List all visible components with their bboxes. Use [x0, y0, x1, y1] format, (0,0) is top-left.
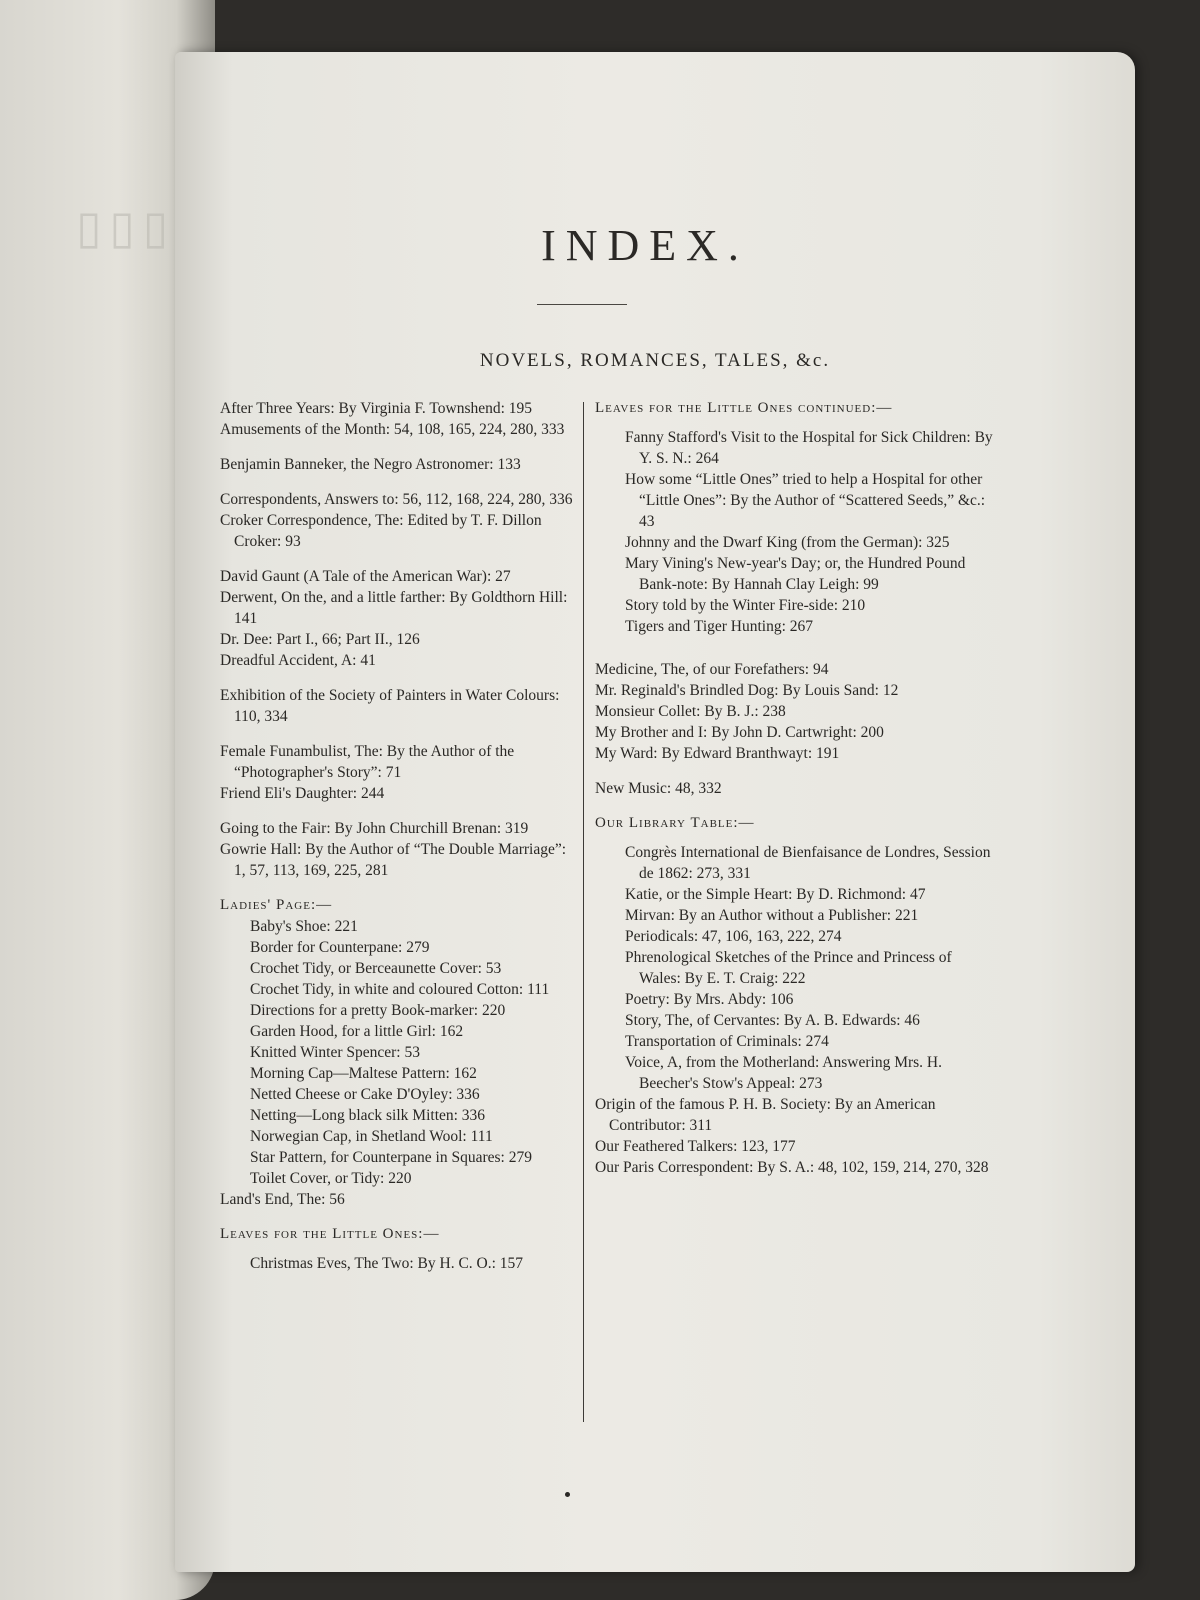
- index-column-right: [595, 398, 995, 1178]
- spacer: [220, 1245, 580, 1253]
- index-entry: Derwent, On the, and a little farther: By Goldthorn Hill: 141: [220, 589, 568, 627]
- index-entry: Netting—Long black silk Mitten: 336: [250, 1107, 486, 1124]
- spacer: [220, 440, 580, 454]
- index-entry: Voice, A, from the Motherland: Answering Mrs. H. Beecher's Stow's Appeal: 273: [625, 1054, 942, 1092]
- index-entry: Female Funambulist, The: By the Author of the “Photographer's Story”: 71: [220, 743, 515, 781]
- index-entry: Our Feathered Talkers: 123, 177: [595, 1138, 796, 1155]
- index-entry: Norwegian Cap, in Shetland Wool: 111: [250, 1128, 493, 1145]
- spacer: [220, 881, 580, 895]
- spacer: [220, 804, 580, 818]
- index-entry: Mary Vining's New-year's Day; or, the Hundred Pound Bank-note: By Hannah Clay Leigh: 99: [625, 555, 966, 593]
- index-entry: Land's End, The: 56: [220, 1191, 345, 1208]
- index-entry: My Brother and I: By John D. Cartwright: 200: [595, 724, 884, 741]
- index-entry: New Music: 48, 332: [595, 780, 722, 797]
- index-entry: My Ward: By Edward Branthwayt: 191: [595, 745, 840, 762]
- index-entry: Periodicals: 47, 106, 163, 222, 274: [625, 928, 842, 945]
- index-entry: Transportation of Criminals: 274: [625, 1033, 829, 1050]
- spacer: [220, 1210, 580, 1224]
- index-entry: Story, The, of Cervantes: By A. B. Edwards: 46: [625, 1012, 920, 1029]
- spacer: [595, 799, 995, 813]
- spacer: [595, 637, 995, 659]
- index-entry: Poetry: By Mrs. Abdy: 106: [625, 991, 794, 1008]
- index-entry: Baby's Shoe: 221: [250, 918, 358, 935]
- index-entry: David Gaunt (A Tale of the American War): 27: [220, 568, 511, 585]
- index-entry: How some “Little Ones” tried to help a Hospital for other “Little Ones”: By the Author of “Scattered Seeds,” &c.: 43: [625, 471, 986, 530]
- index-heading: Ladies' Page:—: [220, 897, 333, 913]
- index-entry: Correspondents, Answers to: 56, 112, 168, 224, 280, 336: [220, 491, 573, 508]
- index-column-left: [220, 398, 580, 1274]
- index-entry: Benjamin Banneker, the Negro Astronomer: 133: [220, 456, 521, 473]
- index-entry: Star Pattern, for Counterpane in Squares: 279: [250, 1149, 532, 1166]
- index-heading: Our Library Table:—: [595, 815, 755, 831]
- title-rule: [537, 304, 627, 305]
- spacer: [220, 727, 580, 741]
- index-entry: Our Paris Correspondent: By S. A.: 48, 102, 159, 214, 270, 328: [595, 1159, 989, 1176]
- index-entry: Christmas Eves, The Two: By H. C. O.: 157: [250, 1255, 524, 1272]
- index-entry: Monsieur Collet: By B. J.: 238: [595, 703, 786, 720]
- page-dot-mark: [565, 1492, 570, 1497]
- index-entry: Gowrie Hall: By the Author of “The Double Marriage”: 1, 57, 113, 169, 225, 281: [220, 841, 567, 879]
- index-entry: Medicine, The, of our Forefathers: 94: [595, 661, 829, 678]
- spacer: [595, 764, 995, 778]
- index-entry: Going to the Fair: By John Churchill Brenan: 319: [220, 820, 529, 837]
- index-entry: After Three Years: By Virginia F. Townshend: 195: [220, 400, 533, 417]
- index-entry: Amusements of the Month: 54, 108, 165, 224, 280, 333: [220, 421, 565, 438]
- index-entry: Tigers and Tiger Hunting: 267: [625, 618, 814, 635]
- spacer: [595, 419, 995, 427]
- index-heading: Leaves for the Little Ones:—: [220, 1226, 440, 1242]
- index-entry: Exhibition of the Society of Painters in Water Colours: 110, 334: [220, 687, 560, 725]
- index-entry: Phrenological Sketches of the Prince and Princess of Wales: By E. T. Craig: 222: [625, 949, 952, 987]
- index-entry: Dreadful Accident, A: 41: [220, 652, 376, 669]
- index-entry: Dr. Dee: Part I., 66; Part II., 126: [220, 631, 420, 648]
- index-entry: Origin of the famous P. H. B. Society: By an American Contributor: 311: [595, 1096, 936, 1134]
- index-entry: Congrès International de Bienfaisance de Londres, Session de 1862: 273, 331: [625, 844, 991, 882]
- index-entry: Morning Cap—Maltese Pattern: 162: [250, 1065, 477, 1082]
- index-entry: Fanny Stafford's Visit to the Hospital for Sick Children: By Y. S. N.: 264: [625, 429, 993, 467]
- index-entry: Border for Counterpane: 279: [250, 939, 430, 956]
- index-entry: Story told by the Winter Fire-side: 210: [625, 597, 866, 614]
- index-entry: Mirvan: By an Author without a Publisher: 221: [625, 907, 919, 924]
- index-entry: Crochet Tidy, or Berceaunette Cover: 53: [250, 960, 502, 977]
- index-entry: Croker Correspondence, The: Edited by T. F. Dillon Croker: 93: [220, 512, 542, 550]
- index-entry: Katie, or the Simple Heart: By D. Richmond: 47: [625, 886, 926, 903]
- index-entry: Friend Eli's Daughter: 244: [220, 785, 385, 802]
- show-through-text-mark: ▯▯▯: [68, 202, 168, 253]
- index-heading: Leaves for the Little Ones continued:—: [595, 400, 893, 416]
- index-entry: Crochet Tidy, in white and coloured Cotton: 111: [250, 981, 550, 998]
- spacer: [220, 475, 580, 489]
- spacer: [220, 552, 580, 566]
- spacer: [220, 671, 580, 685]
- spacer: [595, 834, 995, 842]
- index-entry: Knitted Winter Spencer: 53: [250, 1044, 420, 1061]
- index-entry: Netted Cheese or Cake D'Oyley: 336: [250, 1086, 480, 1103]
- index-entry: Garden Hood, for a little Girl: 162: [250, 1023, 464, 1040]
- index-page: [175, 52, 1135, 1572]
- index-entry: Directions for a pretty Book-marker: 220: [250, 1002, 506, 1019]
- page-title: INDEX.: [541, 221, 749, 270]
- section-heading: NOVELS, ROMANCES, TALES, &c.: [479, 350, 831, 371]
- column-divider: [583, 402, 584, 1422]
- index-entry: Mr. Reginald's Brindled Dog: By Louis Sand: 12: [595, 682, 899, 699]
- index-entry: Johnny and the Dwarf King (from the German): 325: [625, 534, 950, 551]
- index-entry: Toilet Cover, or Tidy: 220: [250, 1170, 412, 1187]
